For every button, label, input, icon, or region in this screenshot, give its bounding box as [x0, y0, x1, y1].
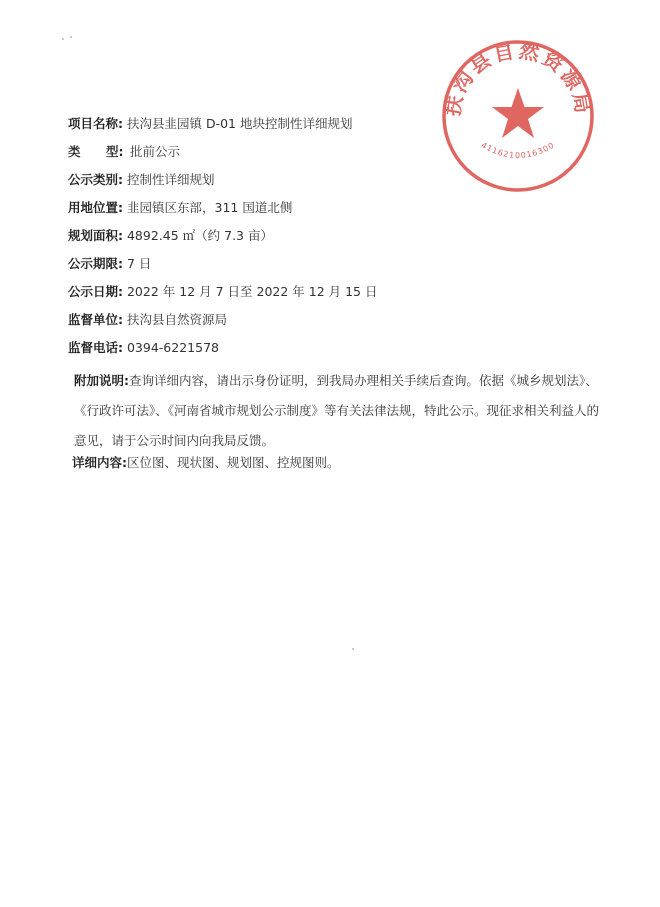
star-icon — [492, 88, 544, 138]
phone-value: 0394-6221578 — [126, 340, 219, 355]
type-label: 类 型: — [68, 144, 124, 159]
official-seal-stamp — [438, 36, 598, 196]
category-row — [68, 171, 215, 189]
date-value: 2022 年 12 月 7 日至 2022 年 12 月 15 日 — [126, 284, 378, 299]
phone-label: 监督电话: — [68, 340, 123, 355]
date-row — [68, 283, 378, 301]
area-label: 规划面积: — [68, 228, 123, 243]
seal-text: 扶沟县自然资源局 — [440, 38, 596, 118]
details-value: 区位图、现状图、规划图、控规图则。 — [127, 455, 340, 470]
note-label: 附加说明: — [74, 373, 129, 388]
location-row — [68, 199, 292, 217]
scan-speck — [62, 38, 64, 40]
note-paragraph — [74, 366, 610, 456]
type-value: 批前公示 — [130, 144, 181, 159]
project-name-label: 项目名称: — [68, 116, 123, 131]
scan-speck — [70, 36, 72, 38]
project-name-value: 扶沟县韭园镇 D-01 地块控制性详细规划 — [126, 116, 353, 131]
supervisor-row — [68, 311, 227, 329]
supervisor-label: 监督单位: — [68, 312, 123, 327]
date-label: 公示日期: — [68, 284, 123, 299]
type-row — [68, 143, 180, 161]
project-name-row — [68, 115, 352, 133]
details-label: 详细内容: — [72, 455, 127, 470]
phone-row — [68, 339, 219, 357]
area-value: 4892.45 ㎡（约 7.3 亩） — [126, 228, 273, 243]
supervisor-value: 扶沟县自然资源局 — [126, 312, 227, 327]
scan-speck — [352, 648, 354, 650]
area-row — [68, 227, 273, 245]
note-value: 查询详细内容，请出示身份证明，到我局办理相关手续后查询。依据《城乡规划法》、《行政许可法》、《河南省城市规划公示制度》等有关法律法规，特此公示。现征求相关利益人的意见，请于公示时间内向我局反馈。 — [74, 373, 600, 448]
location-label: 用地位置: — [68, 200, 123, 215]
location-value: 韭园镇区东部，311 国道北侧 — [126, 200, 293, 215]
category-value: 控制性详细规划 — [126, 172, 215, 187]
seal-number: 4116210016300 — [479, 140, 557, 160]
period-row — [68, 255, 151, 273]
category-label: 公示类别: — [68, 172, 123, 187]
period-label: 公示期限: — [68, 256, 123, 271]
details-row — [72, 454, 340, 472]
period-value: 7 日 — [126, 256, 152, 271]
